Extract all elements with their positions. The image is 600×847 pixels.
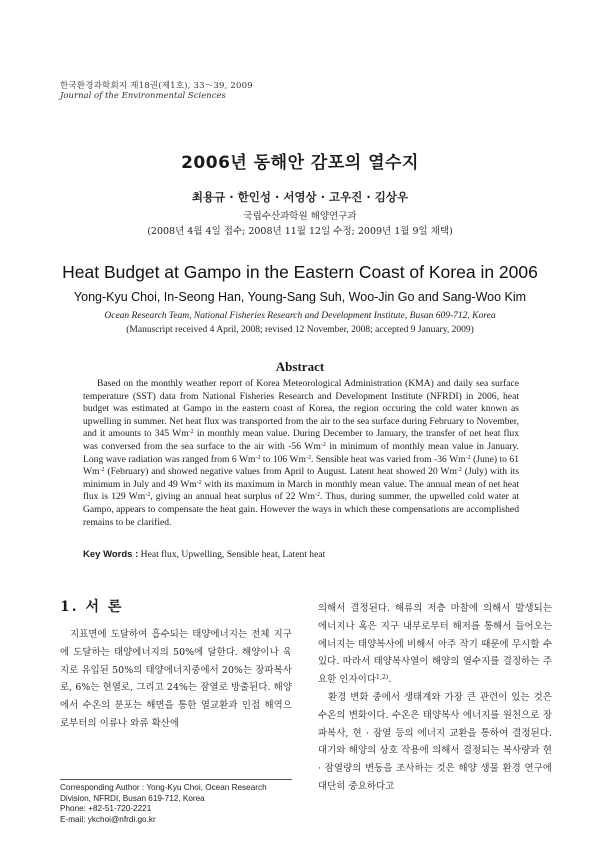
english-authors: Yong-Kyu Choi, In-Seong Han, Young-Sang Suh, Woo-Jin Go and Sang-Woo Kim: [73, 290, 527, 304]
paragraph: 환경 변화 중에서 생태계와 가장 큰 관련이 있는 것은 수온의 변화이다. 수온은 태양복사 에너지를 원천으로 장파복사, 현 · 잠열 등의 에너지 교환을 통하여 결정된다. 대기와 해양의 상호 작용에 의해서 결정되는 복사량과 현 · 잠열량의 변동을 조사하는 것은 해양 생물 환경 연구에 대단히 중요하다고: [318, 691, 552, 792]
english-dates: (Manuscript received 4 April, 2008; revised 12 November, 2008; accepted 9 January, 2009): [126, 325, 474, 335]
korean-dates: (2008년 4월 4일 접수; 2008년 11월 12일 수정; 2009년 1월 9일 채택): [147, 226, 453, 237]
abstract-heading: Abstract: [275, 359, 325, 374]
english-affiliation: Ocean Research Team, National Fisheries Research and Development Institute, Busan 609-712, Korea: [104, 311, 496, 321]
korean-authors: 최용규 · 한인성 · 서영상 · 고우진 · 김상우: [191, 190, 409, 204]
section-heading-introduction: 1. 서 론: [60, 599, 124, 615]
keywords-label: Key Words :: [83, 549, 139, 560]
footnote-rule: [60, 779, 292, 780]
journal-name: Journal of the Environmental Sciences: [60, 91, 226, 101]
corresponding-author-footnote: Corresponding Author : Yong-Kyu Choi, Ocean Research Division, NFRDI, Busan 619-712, Korea Phone: +82-51-720-2221 E-mail: ykchoi@nfrdi.go.kr: [60, 783, 267, 824]
keywords: [83, 549, 325, 560]
journal-citation: 한국환경과학회지 제18권(제1호), 33～39, 2009: [60, 81, 253, 91]
english-title: Heat Budget at Gampo in the Eastern Coast of Korea in 2006: [62, 262, 538, 282]
abstract-body: Based on the monthly weather report of Korea Meteorological Administration (KMA) and daily sea surface temperature (SST) data from National Fisheries Research and Development Institute (NFRDI) in 2006, heat budget was estimated at Gampo in the eastern coast of Korea, the region occuring the cold water known as upwelling in summer. Net heat flux was transported from the air to the sea surface during February to November, and it amounts to 345 $Wm^{-2}$ in monthly mean value. During December to January, the transfer of net heat flux was conversed from the sea surface to the air with -56 $Wm^{-2}$ in minimum of monthly mean value in January. Long wave radiation was ranged from 6 $Wm^{-2}$ to 106 $Wm^{-2}$. Sensible heat was varied from -36 $Wm^{-2}$ (June) to 61 $Wm^{-2}$ (February) and showed negative values from April to August. Latent heat showed 20 $Wm^{-2}$ (July) with its minimum in July and 49 $Wm^{-2}$ with its maximum in March in monthly mean value. The annual mean of net heat flux is 129 $Wm^{-2}$, giving an annual heat surplus of 22 $Wm^{-2}$. Thus, during summer, the upwelled cold water at Gampo, appears to compensate the heat gain. However the ways in which these compensations are accomplished remains to be clarified.: [83, 378, 520, 528]
korean-affiliation: 국립수산과학원 해양연구과: [243, 211, 357, 222]
keywords-text: Heat flux, Upwelling, Sensible heat, Latent heat: [138, 549, 326, 560]
left-column: [60, 626, 292, 733]
korean-title: 2006년 동해안 감포의 열수지: [181, 153, 419, 173]
right-column: [318, 600, 552, 796]
paragraph: 지표면에 도달하여 흡수되는 태양에너지는 전체 지구에 도달하는 태양에너지의 50%에 달한다. 해양이나 육지로 유입된 50%의 태양에너지중에서 20%는 장파복사로, 6%는 현열로, 그리고 24%는 잠열로 방출된다. 해양에서 수온의 분포는 해면을 통한 열교환과 인접 해역으로부터의 이류나 와류 확산에: [60, 629, 292, 729]
paragraph: 의해서 결정된다. 해류의 저층 마찰에 의해서 발생되는 에너지나 혹은 지구 내부로부터 해저를 통해서 들어오는 에너지는 태양복사에 비해서 아주 작기 때문에 무시할 수 있다. 따라서 태양복사열이 해양의 열수지를 결정하는 주요한 인자이다$^{1,2)}$.: [318, 603, 552, 686]
citation-ref: 1,2): [376, 674, 389, 682]
